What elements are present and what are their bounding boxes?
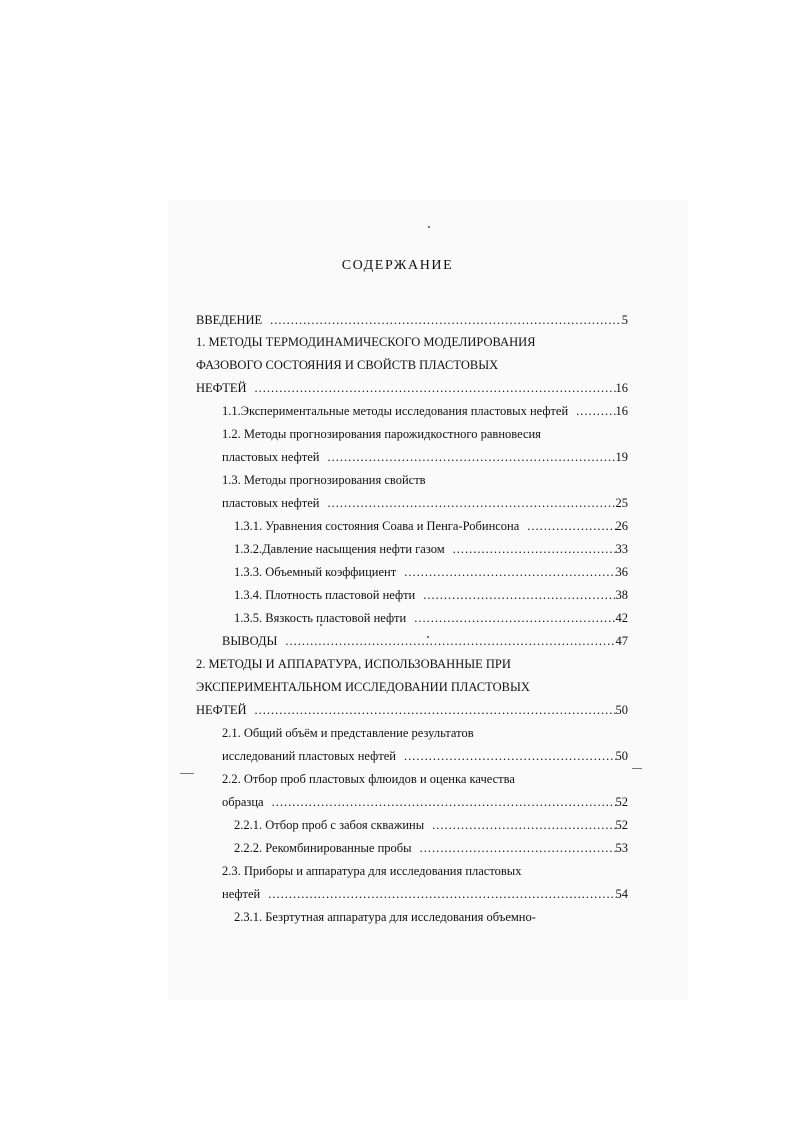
toc-leader-dots — [262, 312, 622, 328]
toc-entry-1-1 — [222, 403, 628, 419]
toc-leader-dots — [424, 817, 615, 833]
toc-leader-dots — [319, 495, 615, 511]
toc-entry-title: 1.3.4. Плотность пластовой нефти — [234, 588, 416, 602]
toc-entry-2-2-1 — [234, 817, 628, 833]
toc-entry-title: 2.2.1. Отбор проб с забоя скважины — [234, 818, 425, 832]
toc-leader-dots — [396, 564, 615, 580]
toc-leader-dots — [568, 403, 615, 419]
toc-entry-line: 1.2. Методы прогнозирования парожидкостного равновесия — [222, 427, 541, 441]
toc-leader-dots — [445, 541, 616, 557]
toc-entry-title: НЕФТЕЙ — [196, 703, 247, 717]
toc-entry-line: 2.3. Приборы и аппаратура для исследования пластовых — [222, 864, 522, 878]
toc-entry-1-2 — [222, 449, 628, 465]
toc-leader-dots — [247, 702, 616, 718]
toc-entry-line: 2.3.1. Безртутная аппаратура для исследования объемно- — [234, 910, 536, 924]
toc-entry-2-2-2 — [234, 840, 628, 856]
toc-page-number: 52 — [615, 795, 628, 809]
toc-entry-conclusions — [222, 633, 628, 649]
toc-entry-1-3-2 — [234, 541, 628, 557]
toc-leader-dots — [412, 840, 616, 856]
toc-entry-title: 1.3.5. Вязкость пластовой нефти — [234, 611, 407, 625]
toc-entry-1-3-3 — [234, 564, 628, 580]
toc-entry-title: 1.3.3. Объемный коэффициент — [234, 565, 397, 579]
toc-entry-title: нефтей — [222, 887, 261, 901]
toc-entry-2-3 — [222, 886, 628, 902]
toc-entry-1-3-1 — [234, 518, 628, 534]
toc-page-number: 25 — [615, 496, 628, 510]
toc-entry-line: ФАЗОВОГО СОСТОЯНИЯ И СВОЙСТВ ПЛАСТОВЫХ — [196, 358, 499, 372]
toc-entry-1-3 — [222, 495, 628, 511]
toc-entry-title: 1.1.Экспериментальные методы исследования пластовых нефтей — [222, 404, 569, 418]
toc-entry-title: образца — [222, 795, 264, 809]
toc-entry-title: пластовых нефтей — [222, 450, 320, 464]
toc-entry-line: ЭКСПЕРИМЕНТАЛЬНОМ ИССЛЕДОВАНИИ ПЛАСТОВЫХ — [196, 680, 530, 694]
toc-entry-title: ВВЕДЕНИЕ — [196, 313, 263, 327]
toc-page-number: 16 — [615, 381, 628, 395]
toc-leader-dots — [406, 610, 615, 626]
toc-leader-dots — [396, 748, 616, 764]
toc-page-number: 26 — [615, 519, 628, 533]
toc-page-number: 53 — [615, 841, 628, 855]
toc-leader-dots — [264, 794, 616, 810]
toc-entry-line: 1.3. Методы прогнозирования свойств — [222, 473, 426, 487]
toc-entry-2-1 — [222, 748, 628, 764]
toc-page-number: 38 — [615, 588, 628, 602]
toc-page-number: 42 — [615, 611, 628, 625]
toc-page-number: 19 — [615, 450, 628, 464]
toc-entry-1-3-5 — [234, 610, 628, 626]
toc-leader-dots — [247, 380, 616, 396]
toc-page-number: 5 — [621, 313, 628, 327]
toc-entry-title: 2.2.2. Рекомбинированные пробы — [234, 841, 412, 855]
toc-leader-dots — [519, 518, 615, 534]
toc-entry-title: ВЫВОДЫ — [222, 634, 278, 648]
toc-entry-title: 1.3.2.Давление насыщения нефти газом — [234, 542, 445, 556]
toc-entry-title: пластовых нефтей — [222, 496, 320, 510]
toc-entry-title: 1.3.1. Уравнения состояния Соава и Пенга-Робинсона — [234, 519, 520, 533]
toc-page-number: 47 — [615, 634, 628, 648]
toc-entry-title: НЕФТЕЙ — [196, 381, 247, 395]
toc-leader-dots — [319, 449, 615, 465]
toc-entry-chapter-1 — [196, 380, 628, 396]
toc-entry-line: 1. МЕТОДЫ ТЕРМОДИНАМИЧЕСКОГО МОДЕЛИРОВАНИЯ — [196, 335, 536, 349]
toc-leader-dots — [415, 587, 615, 603]
toc-page-number: 16 — [615, 404, 628, 418]
toc-entry-line: 2.2. Отбор проб пластовых флюидов и оценка качества — [222, 772, 515, 786]
toc-entry-introduction — [196, 312, 628, 328]
toc-entry-line: 2.1. Общий объём и представление результатов — [222, 726, 474, 740]
toc-leader-dots — [277, 633, 615, 649]
toc-entry-1-3-4 — [234, 587, 628, 603]
toc-entry-chapter-2 — [196, 702, 628, 718]
toc-page-number: 36 — [615, 565, 628, 579]
toc-entry-title: исследований пластовых нефтей — [222, 749, 396, 763]
toc-page-number: 50 — [615, 749, 628, 763]
toc-leader-dots — [260, 886, 615, 902]
toc-page-number: 33 — [615, 542, 628, 556]
toc-entry-line: 2. МЕТОДЫ И АППАРАТУРА, ИСПОЛЬЗОВАННЫЕ ПРИ — [196, 657, 511, 671]
toc-page-number: 52 — [615, 818, 628, 832]
toc-page-number: 54 — [615, 887, 628, 901]
toc-title: СОДЕРЖАНИЕ — [341, 258, 454, 273]
toc-entry-2-2 — [222, 794, 628, 810]
toc-page-number: 50 — [615, 703, 628, 717]
